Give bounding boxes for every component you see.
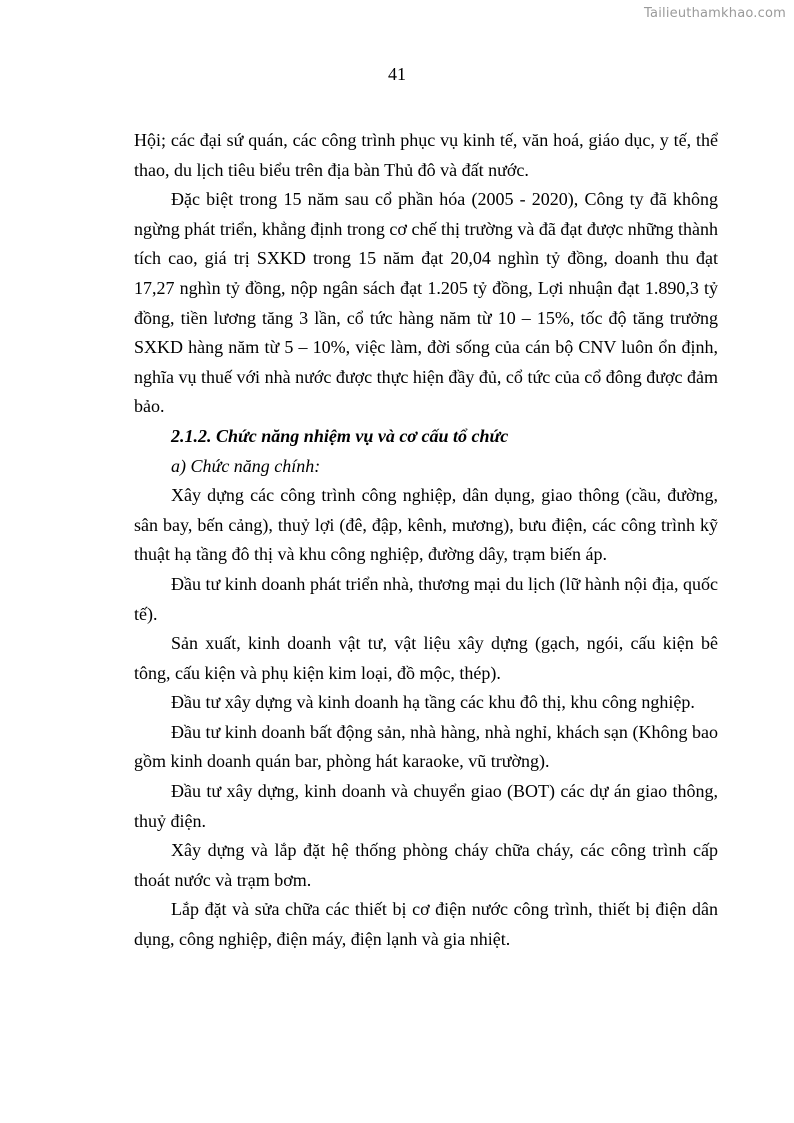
paragraph-bot: Đầu tư xây dựng, kinh doanh và chuyển giao (BOT) các dự án giao thông, thuỷ điện.: [134, 781, 718, 831]
document-body: [134, 126, 718, 955]
page-number: 41: [388, 64, 406, 84]
paragraph-housing-tourism: Đầu tư kinh doanh phát triển nhà, thương mại du lịch (lữ hành nội địa, quốc tế).: [134, 573, 718, 624]
subsection-heading: a) Chức năng chính:: [171, 455, 321, 476]
paragraph-materials: Sản xuất, kinh doanh vật tư, vật liệu xây dựng (gạch, ngói, cấu kiện bê tông, cấu kiện và phụ kiện kim loại, đồ mộc, thép).: [134, 633, 718, 683]
paragraph-construction: Xây dựng các công trình công nghiệp, dân dụng, giao thông (cầu, đường, sân bay, bến cảng), thuỷ lợi (đê, đập, kênh, mương), bưu điện, các công trình kỹ thuật hạ tầng đô thị và khu công nghiệp, đường dây, trạm biến áp.: [134, 485, 718, 565]
paragraph-continuation: Hội; các đại sứ quán, các công trình phục vụ kinh tế, văn hoá, giáo dục, y tế, thể thao, du lịch tiêu biểu trên địa bàn Thủ đô và đất nước.: [134, 130, 718, 180]
paragraph-achievements: Đặc biệt trong 15 năm sau cổ phần hóa (2005 - 2020), Công ty đã không ngừng phát triển, khẳng định trong cơ chế thị trường và đã đạt được những thành tích cao, giá trị SXKD trong 15 năm đạt 20,04 nghìn tỷ đồng, doanh thu đạt 17,27 nghìn tỷ đồng, nộp ngân sách đạt 1.205 tỷ đồng, Lợi nhuận đạt 1.890,3 tỷ đồng, tiền lương tăng 3 lần, cổ tức hàng năm từ 10 – 15%, tốc độ tăng trưởng SXKD hàng năm từ 5 – 10%, việc làm, đời sống của cán bộ CNV luôn ổn định, nghĩa vụ thuế với nhà nước được thực hiện đầy đủ, cổ tức của cổ đông được đảm bảo.: [134, 189, 718, 417]
paragraph-fire-protection: Xây dựng và lắp đặt hệ thống phòng cháy chữa cháy, các công trình cấp thoát nước và trạm bơm.: [134, 840, 718, 890]
watermark-text: Tailieuthamkhao.com: [644, 6, 786, 21]
paragraph-real-estate: Đầu tư kinh doanh bất động sản, nhà hàng, nhà nghỉ, khách sạn (Không bao gồm kinh doanh quán bar, phòng hát karaoke, vũ trường).: [134, 721, 718, 772]
paragraph-mechanical-electrical: Lắp đặt và sửa chữa các thiết bị cơ điện nước công trình, thiết bị điện dân dụng, công nghiệp, điện máy, điện lạnh và gia nhiệt.: [134, 899, 718, 950]
paragraph-infrastructure: Đầu tư xây dựng và kinh doanh hạ tầng các khu đô thị, khu công nghiệp.: [171, 692, 695, 713]
section-heading: 2.1.2. Chức năng nhiệm vụ và cơ cấu tổ chức: [171, 425, 509, 446]
